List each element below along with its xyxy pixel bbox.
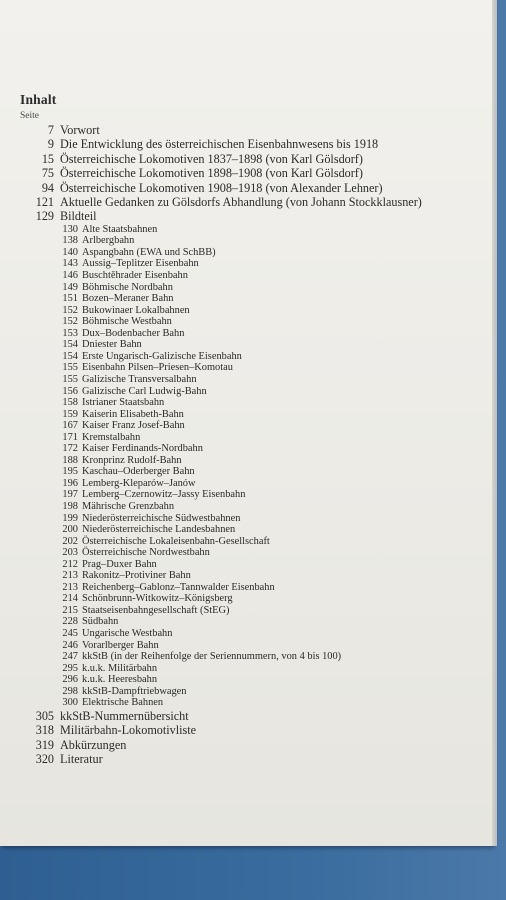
entry-title: Niederösterreichische Südwestbahnen (82, 512, 241, 524)
entry-title: Militärbahn-Lokomotivliste (60, 723, 197, 738)
entry-title: Böhmische Westbahn (82, 316, 172, 328)
page-number: 129 (35, 209, 54, 224)
page-number: 199 (62, 512, 78, 524)
entry-title: Erste Ungarisch-Galizische Eisenbahn (82, 350, 242, 362)
page-number: 198 (62, 500, 78, 512)
toc-subentry (20, 339, 490, 351)
entry-title: Aussig–Teplitzer Eisenbahn (82, 258, 199, 270)
toc-entry (20, 195, 490, 209)
toc-subentry (20, 663, 490, 675)
toc-subentry (20, 478, 490, 490)
page-number: 156 (62, 385, 78, 397)
page-number: 146 (62, 270, 78, 282)
page-number: 320 (35, 752, 54, 767)
page-number: 155 (62, 373, 78, 385)
page-number: 7 (47, 123, 54, 137)
entry-title: Vorwort (60, 123, 100, 137)
entry-title: Prag–Duxer Bahn (82, 558, 157, 570)
toc-subentry (20, 258, 490, 270)
entry-title: Kaschau–Oderberger Bahn (82, 466, 195, 478)
page-number: 318 (35, 723, 54, 738)
toc-subentry (20, 328, 490, 340)
page-number: 153 (62, 327, 78, 339)
entry-title: Niederösterreichische Landesbahnen (82, 524, 236, 536)
page-number: 149 (62, 281, 78, 293)
entry-title: Istrianer Staatsbahn (82, 397, 165, 409)
toc-entry (20, 709, 490, 723)
entry-title: Ungarische Westbahn (82, 627, 173, 639)
entry-title: kkStB-Dampftriebwagen (82, 685, 187, 697)
page-number: 195 (62, 466, 78, 478)
page-number: 247 (62, 651, 78, 663)
page-column-label: Seite (20, 111, 39, 121)
entry-title: Kremstalbahn (82, 431, 141, 443)
entry-title: Galizische Transversalbahn (82, 373, 197, 385)
page-number: 202 (62, 535, 78, 547)
page-number: 188 (62, 454, 78, 466)
toc-subentry (20, 316, 490, 328)
toc-subentry (20, 651, 490, 663)
entry-title: Dniester Bahn (82, 339, 142, 351)
toc-entry (20, 209, 490, 223)
page-number: 200 (62, 524, 78, 536)
toc-subentry (20, 420, 490, 432)
toc-subentry (20, 293, 490, 305)
toc-entry (20, 166, 490, 180)
page-number: 319 (35, 737, 54, 752)
entry-title: Südbahn (82, 616, 119, 628)
toc-subentry (20, 362, 490, 374)
toc-subentry (20, 386, 490, 398)
page-number: 245 (62, 627, 78, 639)
page-edge (492, 0, 497, 846)
toc-subentry (20, 605, 490, 617)
entry-title: Aspangbahn (EWA und SchBB) (82, 246, 216, 258)
page-number: 9 (47, 137, 54, 152)
entry-title: Kronprinz Rudolf-Bahn (82, 454, 182, 466)
page-number: 300 (62, 697, 78, 709)
page-number: 167 (62, 420, 78, 432)
page-number: 295 (62, 662, 78, 674)
toc-subentry (20, 247, 490, 259)
entry-title: Abkürzungen (60, 737, 127, 752)
entry-title: Bildteil (60, 209, 97, 224)
page-number: 154 (62, 339, 78, 351)
toc-subentry (20, 513, 490, 525)
entry-title: Österreichische Lokomotiven 1898–1908 (von Karl Gölsdorf) (60, 166, 363, 181)
toc-subentry (20, 593, 490, 605)
toc-subentry (20, 224, 490, 236)
page-number: 159 (62, 408, 78, 420)
toc-subentry (20, 524, 490, 536)
entry-title: Kaiserin Elisabeth-Bahn (82, 408, 184, 420)
page-number: 213 (62, 581, 78, 593)
table-of-contents (20, 92, 490, 766)
entry-title: Österreichische Lokomotiven 1837–1898 (von Karl Gölsdorf) (60, 151, 363, 166)
entry-title: Rakonitz–Protiviner Bahn (82, 570, 191, 582)
toc-subentry (20, 282, 490, 294)
entry-title: Kaiser Franz Josef-Bahn (82, 420, 185, 432)
toc-subentry (20, 686, 490, 698)
closing-entries (20, 709, 490, 767)
toc-subentry (20, 536, 490, 548)
toc-subentry (20, 305, 490, 317)
page-number: 151 (62, 293, 78, 305)
toc-subentry (20, 570, 490, 582)
page-number: 15 (41, 151, 54, 166)
page-number: 138 (62, 235, 78, 247)
entry-title: kkStB-Nummernübersicht (60, 708, 189, 723)
page-number: 152 (62, 316, 78, 328)
entry-title: Aktuelle Gedanken zu Gölsdorfs Abhandlung (von Johann Stockklausner) (60, 195, 422, 210)
entry-title: Bukowinaer Lokalbahnen (82, 304, 190, 316)
entry-title: Galizische Carl Ludwig-Bahn (82, 385, 207, 397)
toc-entry (20, 137, 490, 151)
page-number: 212 (62, 558, 78, 570)
page-number: 121 (35, 195, 54, 210)
page-number: 197 (62, 489, 78, 501)
entry-title: Vorarlberger Bahn (82, 639, 159, 651)
toc-subentry (20, 235, 490, 247)
toc-entry (20, 723, 490, 737)
toc-subentry (20, 616, 490, 628)
entry-title: Dux–Bodenbacher Bahn (82, 327, 185, 339)
entry-title: Mährische Grenzbahn (82, 500, 175, 512)
entry-title: Österreichische Nordwestbahn (82, 547, 210, 559)
toc-entry (20, 752, 490, 766)
entry-title: Lemberg–Czernowitz–Jassy Eisenbahn (82, 489, 246, 501)
entry-title: Elektrische Bahnen (82, 697, 164, 709)
page-number: 215 (62, 604, 78, 616)
toc-subentry (20, 270, 490, 282)
toc-subentry (20, 455, 490, 467)
entry-title: Alte Staatsbahnen (82, 223, 158, 235)
page-number: 196 (62, 477, 78, 489)
toc-subentry (20, 397, 490, 409)
entry-title: k.u.k. Heeresbahn (82, 674, 158, 686)
toc-subentry (20, 489, 490, 501)
toc-subentry (20, 628, 490, 640)
toc-subentry (20, 547, 490, 559)
toc-subentry (20, 501, 490, 513)
entry-title: Bozen–Meraner Bahn (82, 293, 174, 305)
entry-title: Österreichische Lokomotiven 1908–1918 (von Alexander Lehner) (60, 180, 383, 195)
toc-entry (20, 738, 490, 752)
toc-subentry (20, 351, 490, 363)
toc-subentry (20, 674, 490, 686)
entry-title: Kaiser Ferdinands-Nordbahn (82, 443, 203, 455)
page-number: 305 (35, 708, 54, 723)
toc-subentry (20, 374, 490, 386)
page-number: 203 (62, 547, 78, 559)
toc-entry (20, 123, 490, 137)
page-number: 143 (62, 258, 78, 270)
page-number: 158 (62, 397, 78, 409)
toc-subentry (20, 432, 490, 444)
entry-title: kkStB (in der Reihenfolge der Seriennummern, von 4 bis 100) (82, 651, 342, 663)
entry-title: Buschtěhrader Eisenbahn (82, 270, 188, 282)
toc-subentry (20, 559, 490, 571)
page-number: 130 (62, 223, 78, 235)
page-number: 213 (62, 570, 78, 582)
page-number: 172 (62, 443, 78, 455)
entry-title: Literatur (60, 752, 103, 767)
page-number: 155 (62, 362, 78, 374)
toc-subentry (20, 697, 490, 709)
toc-entry (20, 152, 490, 166)
sub-entries (20, 224, 490, 709)
page-number: 154 (62, 350, 78, 362)
toc-subentry (20, 409, 490, 421)
entry-title: Böhmische Nordbahn (82, 281, 173, 293)
toc-subentry (20, 466, 490, 478)
main-entries (20, 123, 490, 224)
page-number: 246 (62, 639, 78, 651)
entry-title: k.u.k. Militärbahn (82, 662, 158, 674)
entry-title: Staatseisenbahngesellschaft (StEG) (82, 604, 230, 616)
toc-subentry (20, 443, 490, 455)
page-number: 94 (41, 180, 54, 195)
entry-title: Reichenberg–Gablonz–Tannwalder Eisenbahn (82, 581, 275, 593)
toc-entry (20, 181, 490, 195)
page-number: 296 (62, 674, 78, 686)
page-number: 152 (62, 304, 78, 316)
entry-title: Schönbrunn-Witkowitz–Königsberg (82, 593, 233, 605)
page-number: 214 (62, 593, 78, 605)
page-number: 298 (62, 685, 78, 697)
page-number: 228 (62, 616, 78, 628)
entry-title: Die Entwicklung des österreichischen Eisenbahnwesens bis 1918 (60, 137, 379, 152)
toc-subentry (20, 582, 490, 594)
page-number: 140 (62, 246, 78, 258)
entry-title: Arlbergbahn (82, 235, 135, 247)
toc-subentry (20, 640, 490, 652)
entry-title: Lemberg-Kleparów–Janów (82, 477, 196, 489)
entry-title: Eisenbahn Pilsen–Priesen–Komotau (82, 362, 233, 374)
toc-heading: Inhalt (20, 92, 57, 107)
entry-title: Österreichische Lokaleisenbahn-Gesellschaft (82, 535, 270, 547)
page-number: 75 (41, 166, 54, 181)
page-number: 171 (62, 431, 78, 443)
